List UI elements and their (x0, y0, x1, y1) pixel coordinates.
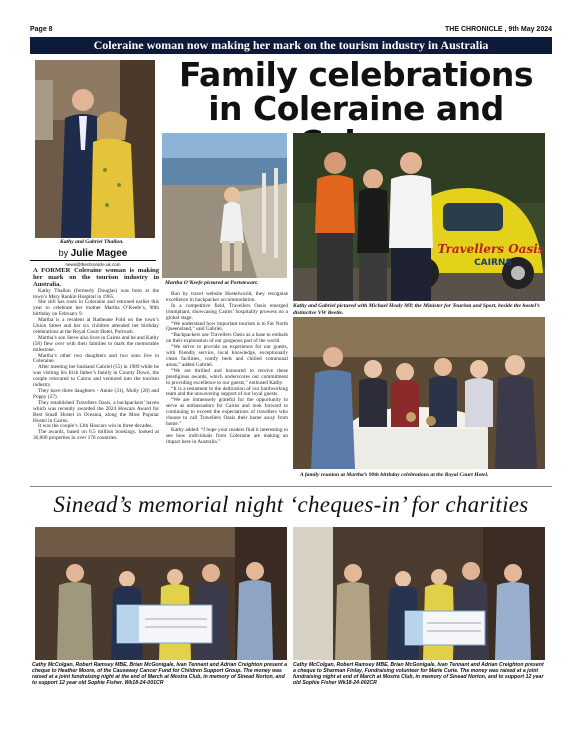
article-paragraph: “We are immensely grateful for the opportunity to serve as ambassadors for Cairns and look forward to continuing to exceed the expectations of travellers who choose to call Travellers Oasis their home away from home.” (166, 397, 288, 427)
article-paragraph: They have three daughters - Annie (31), Molly (28) and Poppy (27). (33, 388, 159, 400)
page-number: Page 8 (30, 26, 53, 33)
article-paragraph: Martha is a resident at Ratheane Fold on the town’s Union Street and her six children attended her birthday celebrations at the Royal Court Hotel, Portrush. (33, 317, 159, 335)
article-paragraph: It was the couple’s 13th Hoscars win in three decades. (38, 423, 153, 430)
article-paragraph: Run by travel website Hostelworld, they recognise excellence in backpacker accommodation. (166, 291, 288, 303)
beetle-sign: Travellers Oasis (437, 242, 545, 256)
article-paragraph: The awards, based on 6.5 million bookings, looked at 36,000 properties in over 170 countries. (33, 429, 159, 442)
article-paragraph: “We strive to provide an experience for our guests, with friendly service, local knowledge, exceptionally clean facilities, comfy beds and chilled communal areas,” added Gabriel. (166, 344, 288, 368)
beetle-sign-cairns: CAIRNS (474, 258, 512, 268)
section-divider (30, 486, 552, 487)
article-paragraph: Kathy Thallon (formerly Douglas) was born at the town’s Mary Rankin Hospital in 1965. (33, 287, 159, 300)
byline (30, 248, 156, 267)
photo-minister-beetle (293, 133, 545, 301)
article-paragraph: Martha’s other two daughters and two sons live in Coleraine. (33, 352, 159, 365)
caption-family-reunion: A family reunion at Martha’s 90th birthday celebrations at the Royal Court Hotel. (300, 472, 489, 478)
publication-date: THE CHRONICLE , 9th May 2024 (445, 26, 552, 33)
article-paragraph: After meeting her husband Gabriel (55) in 1989 while he was visiting his Irish father’s family in County Down, the couple relocated to Cairns and ventured into the tourism industry. (33, 364, 159, 389)
photo-family-reunion (293, 317, 545, 469)
article-paragraph: “It is a testament to the dedication of our hardworking team and the unwavering support of our loyal guests. (166, 385, 288, 398)
article-paragraph: “We are thrilled and honoured to receive these prestigious awards, which underscores our commitment to providing excellence to our guests,” enthused Kathy. (166, 367, 288, 386)
article-paragraph: “Backpackers use Travellers Oasis as a base to embark on their exploration of our gorgeous part of the world. (166, 332, 288, 345)
article-paragraph: “We understand how important tourism is to Far North Queensland,” said Gabriel. (166, 320, 288, 333)
article-paragraph: Kathy added: “I hope your readers find it interesting to see how individuals from Coleraine are making an impact here in Australia.” (166, 426, 288, 445)
byline-by: by (58, 248, 69, 258)
photo-martha-portstewart (162, 133, 287, 278)
article-paragraph: Martha’s son Steve also lives in Cairns and he and Kathy (58) flew over with their families to mark the memorable milestone. (33, 334, 159, 353)
article-column-1 (33, 267, 159, 485)
caption-kathy-gabriel: Kathy and Gabriel Thallon. (60, 239, 124, 245)
byline-email: news@thechronicle.uk.com (30, 260, 156, 267)
banner-headline: Coleraine woman now making her mark on the tourism industry in Australia (30, 37, 552, 54)
caption-cheque-cancer-fund: Cathy McColgan, Robert Ramsey MBE, Brian McGonigale, Ivan Tennant and Adrian Creighton present a cheque to Heather Moore, of the Causeway Cancer Fund for Children Support Group. The money was raised at a joint fundraising night at the end of March at Mostra Club, in memory of Sinead Norton, and to support 12 year old Sophie Fisher. Wk18-24-001CR (32, 662, 287, 686)
photo-cheque-cancer-fund (35, 527, 287, 660)
main-headline: Family celebrations in Coleraine and (178, 55, 534, 128)
article-column-2 (166, 292, 288, 485)
page-header (30, 26, 552, 36)
byline-name: Julie Magee (70, 248, 128, 259)
photo-cheque-marie-curie (293, 527, 545, 660)
photo-kathy-gabriel (35, 60, 155, 238)
article-paragraph: They established Travellers Oasis, a backpackers’ haven which was recently awarded the 2024 Hoscars Award for Best Small Hostel in Oceania, along the Most Popular Hostel in Cairns. (33, 399, 159, 424)
article-paragraph: In a competitive field, Travellers Oasis emerged triumphant, showcasing Cairns’ hospitality prowess on a global stage. (166, 302, 288, 321)
secondary-headline: Sinead’s memorial night ‘cheques-in’ for charities (53, 492, 529, 517)
caption-minister-beetle: Kathy and Gabriel pictured with Michael Healy MP, the Minister for Tourism and Sport, beside the hostel’s distinctive VW Beetle. (293, 303, 540, 316)
caption-cheque-marie-curie: Cathy McColgan, Robert Ramsey MBE, Brian McGonigale, Ivan Tennant and Adrian Creighton present a cheque to Sharman Finlay, Fundraising volunteer for Marie Curie. The money was raised at a joint fundraising night at end of March at Mostra Club, in memory of Sinead Norton, and to support 12 year old Sophie Fisher Wk18-24-002CR (293, 662, 544, 686)
article-lead: A FORMER Coleraine woman is making her mark on the tourism industry in Australia. (33, 267, 159, 289)
article-paragraph: She still has roots in Coleraine and returned earlier this year to celebrate her mother Martha O’Keefe’s, 90th birthday on February 9. (33, 299, 159, 318)
caption-martha-portstewart: Martha O’Keefe pictured at Portstewart. (165, 280, 259, 286)
